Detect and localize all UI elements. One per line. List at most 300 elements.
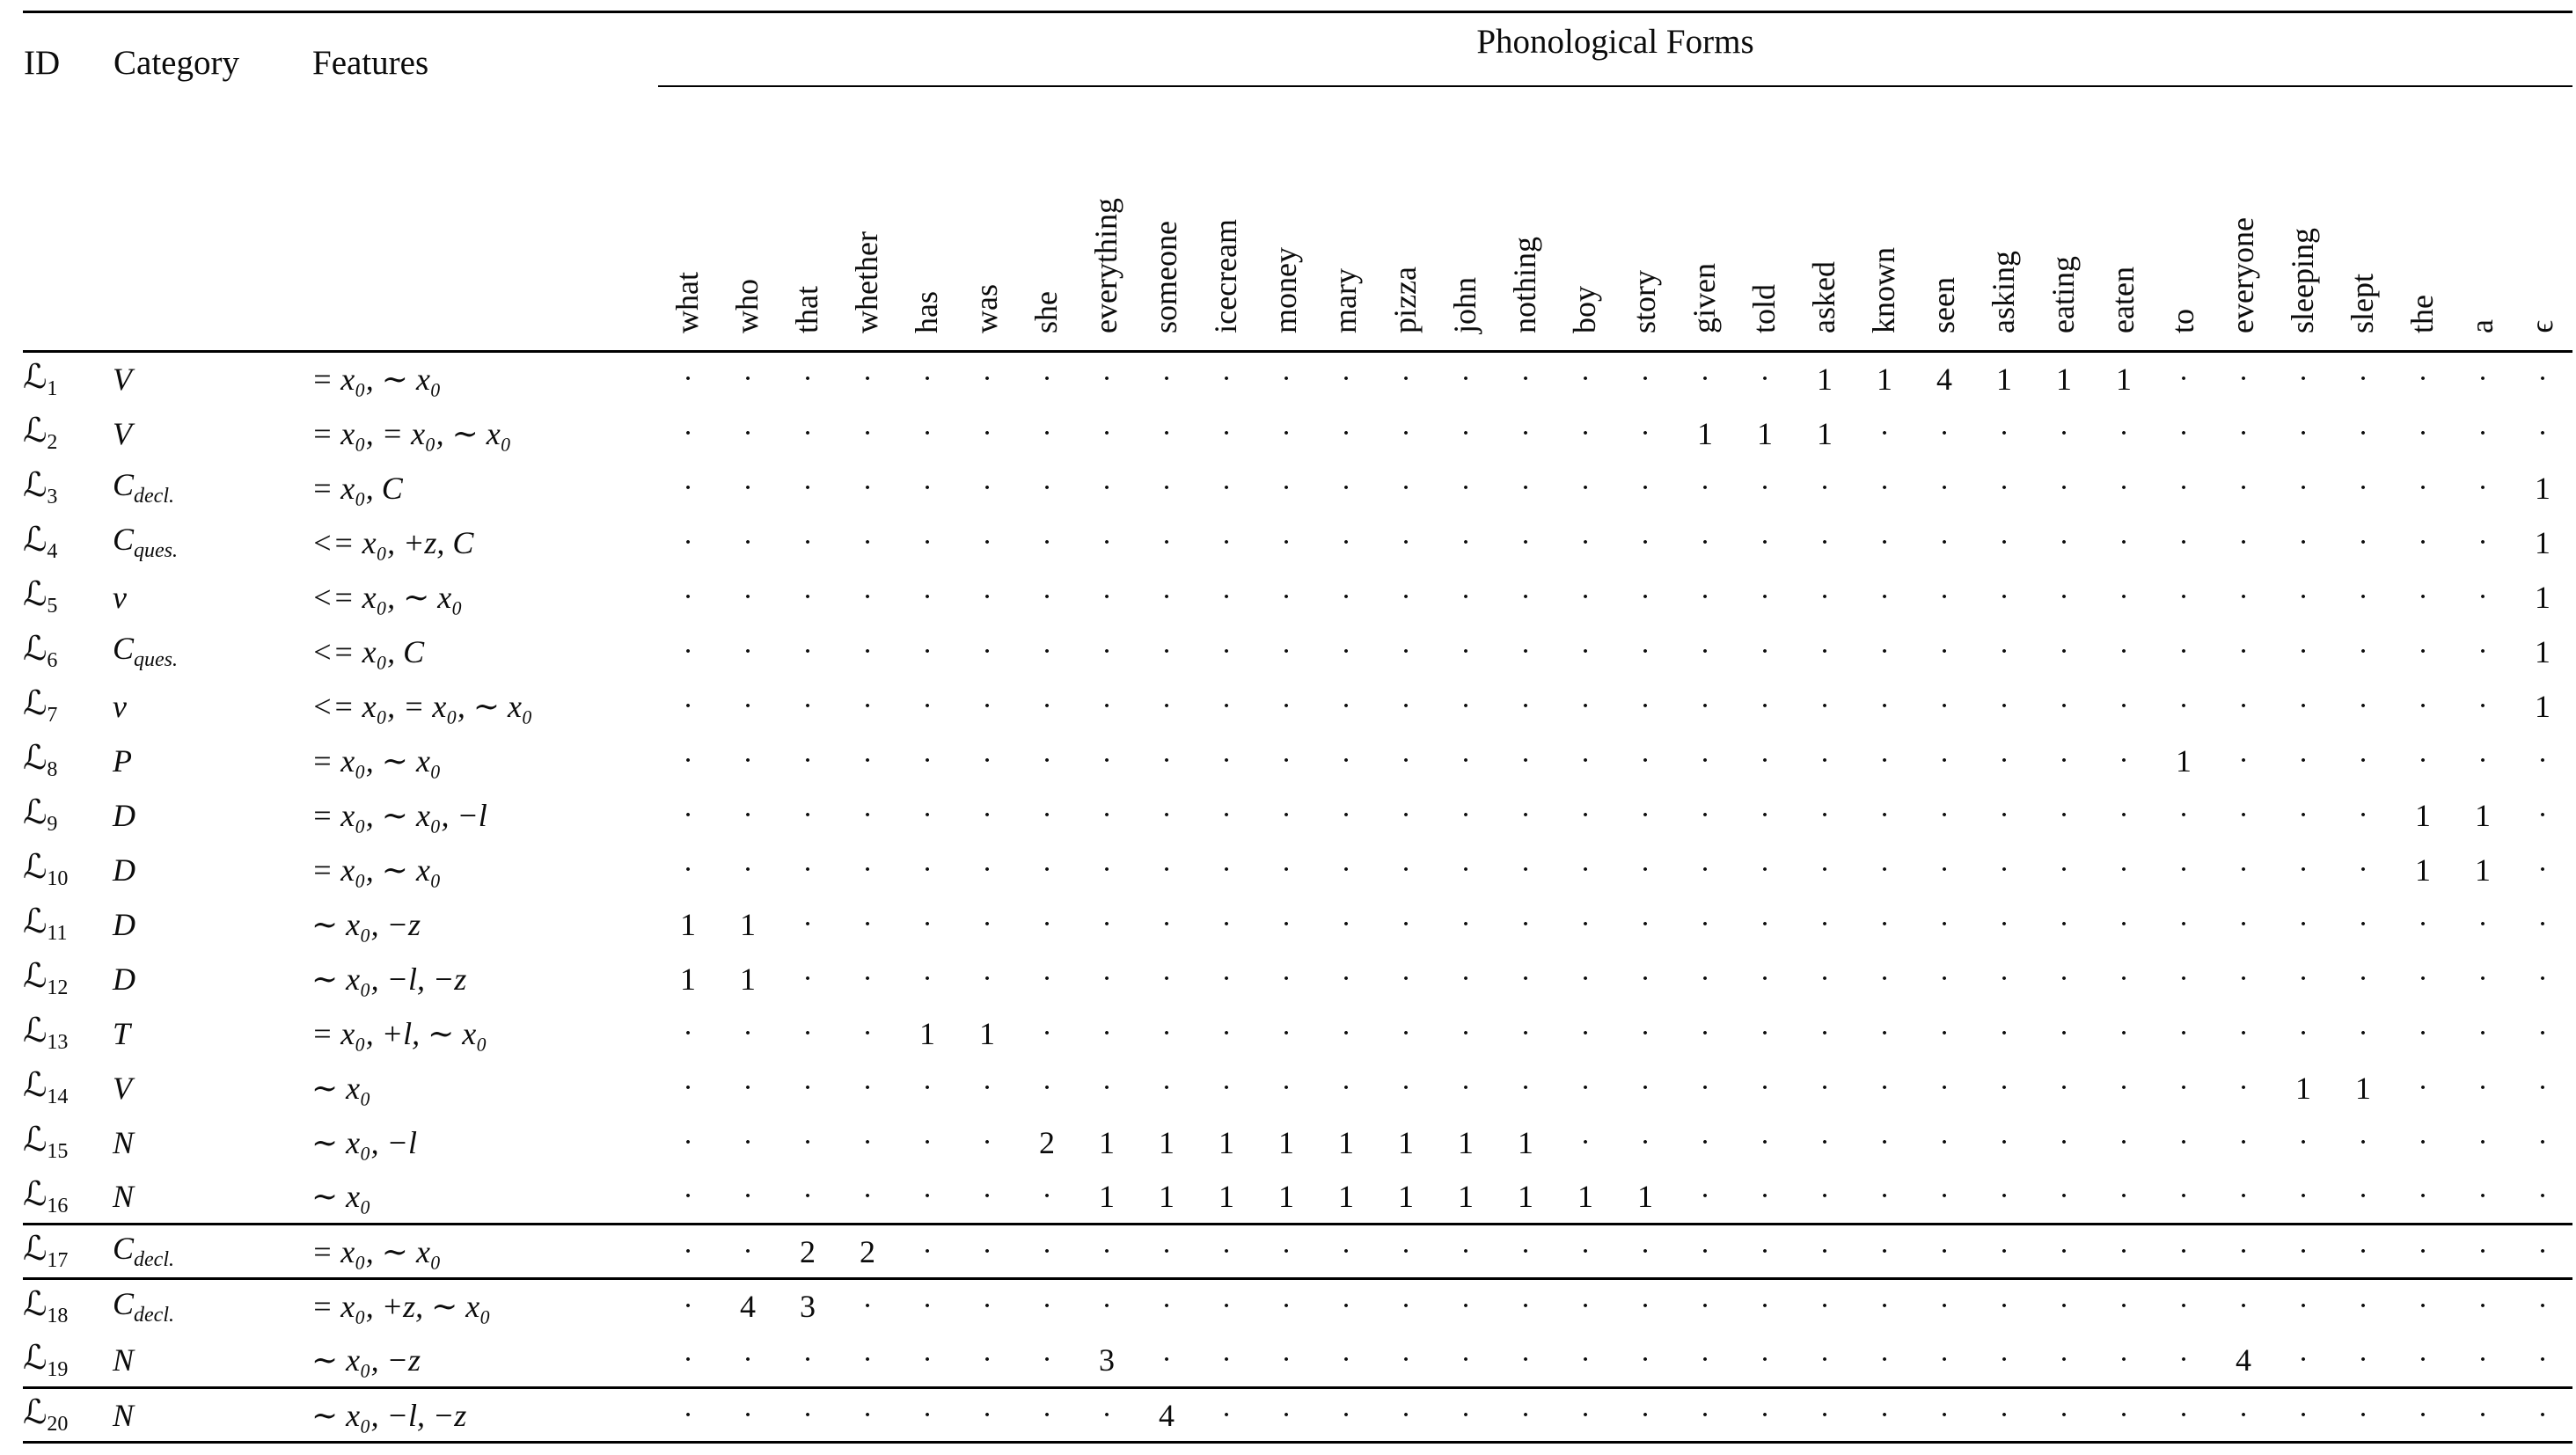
empty-count-cell: · (2513, 1334, 2572, 1388)
empty-count-cell: · (1580, 525, 1591, 559)
empty-count-cell: · (1939, 471, 1950, 504)
empty-count-cell: · (2178, 852, 2189, 886)
word-column-header-told (1735, 86, 1795, 352)
empty-count-cell: · (2453, 1170, 2513, 1225)
empty-count-cell: · (658, 1225, 718, 1279)
empty-count-cell: · (683, 1016, 693, 1049)
empty-count-cell: · (2298, 634, 2309, 668)
empty-count-cell: · (1401, 798, 1411, 831)
empty-count-cell: · (1401, 907, 1411, 940)
empty-count-cell: · (2298, 362, 2309, 396)
count-cell-who: 1 (740, 906, 756, 942)
empty-count-cell: · (1316, 1225, 1376, 1279)
category-subscript: decl. (134, 485, 174, 508)
empty-count-cell: · (1580, 1071, 1591, 1104)
empty-count-cell: · (1700, 634, 1710, 668)
empty-count-cell: · (862, 416, 873, 450)
empty-count-cell: · (1161, 362, 1172, 396)
lexeme-id (23, 1061, 113, 1115)
features-cell: = x₀, ∼ x₀ (311, 362, 442, 398)
empty-count-cell: · (2119, 471, 2129, 504)
empty-count-cell: · (743, 1398, 753, 1431)
word-label: everyone (2225, 217, 2261, 333)
empty-count-cell: · (2418, 1016, 2428, 1049)
empty-count-cell: · (1939, 852, 1950, 886)
empty-count-cell: · (2119, 525, 2129, 559)
count-cell-everything: 1 (1099, 1124, 1115, 1160)
col-header-features: Features (311, 12, 658, 352)
lexical-item-row-13 (23, 1006, 2572, 1061)
category-label: D (113, 961, 135, 997)
empty-count-cell: · (1760, 525, 1770, 559)
features-cell: <= x₀, +z, C (311, 524, 474, 560)
word-label: to (2165, 308, 2201, 333)
empty-count-cell: · (2178, 689, 2189, 722)
empty-count-cell: · (1939, 1290, 1950, 1323)
lexeme-id (23, 1006, 113, 1061)
empty-count-cell: · (2418, 961, 2428, 995)
empty-count-cell: · (2059, 689, 2069, 722)
lexical-item-row-7 (23, 679, 2572, 734)
lexeme-symbol: ℒ (23, 1284, 48, 1324)
empty-count-cell: · (1939, 416, 1950, 450)
empty-count-cell: · (743, 580, 753, 613)
empty-count-cell: · (1700, 1398, 1710, 1431)
empty-count-cell: · (1520, 525, 1531, 559)
empty-count-cell: · (2418, 743, 2428, 777)
category-subscript: decl. (134, 1304, 174, 1327)
empty-count-cell: · (1341, 743, 1351, 777)
lexical-item-row-2 (23, 406, 2572, 461)
empty-count-cell: · (2358, 416, 2368, 450)
empty-count-cell: · (1101, 362, 1112, 396)
lexeme-symbol: ℒ (23, 738, 48, 778)
features-cell: = x₀, ∼ x₀, −l (311, 797, 487, 833)
empty-count-cell: · (1640, 580, 1650, 613)
empty-count-cell: · (2537, 1071, 2548, 1104)
count-cell-pizza: 1 (1376, 1170, 1436, 1225)
empty-count-cell: · (1580, 1398, 1591, 1431)
empty-count-cell: · (1341, 471, 1351, 504)
empty-count-cell: · (1700, 1016, 1710, 1049)
empty-count-cell: · (2178, 362, 2189, 396)
word-column-header-who (718, 86, 778, 352)
empty-count-cell: · (2537, 852, 2548, 886)
empty-count-cell: · (802, 1016, 813, 1049)
empty-count-cell: · (1042, 1071, 1052, 1104)
count-cell-ϵ: 1 (2535, 524, 2550, 560)
count-cell-mary: 1 (1316, 1170, 1376, 1225)
empty-count-cell: · (1221, 416, 1232, 450)
empty-count-cell: · (1460, 525, 1471, 559)
empty-count-cell: · (1580, 743, 1591, 777)
empty-count-cell: · (1939, 907, 1950, 940)
empty-count-cell: · (1939, 1398, 1950, 1431)
empty-count-cell: · (862, 1016, 873, 1049)
empty-count-cell: · (862, 580, 873, 613)
count-cell-asked: 1 (1817, 362, 1833, 398)
lexeme-id (23, 461, 113, 515)
empty-count-cell: · (1700, 689, 1710, 722)
empty-count-cell: · (922, 689, 933, 722)
empty-count-cell: · (2119, 798, 2129, 831)
empty-count-cell: · (1700, 362, 1710, 396)
features-cell: ∼ x₀ (311, 1070, 371, 1106)
word-label: sleeping (2285, 228, 2321, 333)
count-cell-who: 4 (740, 1289, 756, 1325)
col-header-id: ID (23, 12, 113, 352)
empty-count-cell: · (922, 852, 933, 886)
lexeme-index: 7 (47, 704, 58, 728)
empty-count-cell: · (1520, 471, 1531, 504)
empty-count-cell: · (922, 1398, 933, 1431)
empty-count-cell: · (1580, 471, 1591, 504)
empty-count-cell: · (1281, 525, 1292, 559)
empty-count-cell: · (1341, 1398, 1351, 1431)
empty-count-cell: · (2298, 852, 2309, 886)
empty-count-cell: · (2178, 1398, 2189, 1431)
empty-count-cell: · (862, 1398, 873, 1431)
count-cell-that: 2 (778, 1225, 838, 1279)
lexeme-id (23, 406, 113, 461)
empty-count-cell: · (1580, 961, 1591, 995)
lexeme-index: 11 (47, 922, 68, 946)
word-column-header-icecream (1197, 86, 1256, 352)
empty-count-cell: · (1580, 689, 1591, 722)
empty-count-cell: · (2358, 471, 2368, 504)
empty-count-cell: · (2238, 798, 2249, 831)
empty-count-cell: · (922, 743, 933, 777)
lexeme-index: 2 (47, 431, 58, 455)
empty-count-cell: · (1879, 1290, 1890, 1323)
empty-count-cell: · (1879, 1398, 1890, 1431)
lexical-item-row-1 (23, 352, 2572, 406)
lexeme-index: 19 (47, 1357, 69, 1381)
lexeme-symbol: ℒ (23, 465, 48, 505)
empty-count-cell: · (922, 362, 933, 396)
empty-count-cell: · (1401, 634, 1411, 668)
empty-count-cell: · (1221, 525, 1232, 559)
lexeme-symbol: ℒ (23, 1120, 48, 1159)
lexeme-symbol: ℒ (23, 629, 48, 669)
empty-count-cell: · (802, 1398, 813, 1431)
empty-count-cell: · (1496, 1225, 1555, 1279)
empty-count-cell: · (683, 362, 693, 396)
empty-count-cell: · (1401, 525, 1411, 559)
count-cell-nothing: 1 (1496, 1170, 1555, 1225)
word-column-header-ϵ (2513, 86, 2572, 352)
empty-count-cell: · (1999, 1398, 2009, 1431)
empty-count-cell: · (1520, 362, 1531, 396)
empty-count-cell: · (1017, 1334, 1077, 1388)
empty-count-cell: · (2059, 1071, 2069, 1104)
empty-count-cell: · (2477, 580, 2488, 613)
lexeme-symbol: ℒ (23, 902, 48, 941)
empty-count-cell: · (1999, 1125, 2009, 1159)
empty-count-cell: · (2358, 580, 2368, 613)
count-cell-ϵ: 1 (2535, 688, 2550, 724)
category-label: C (113, 1286, 135, 1322)
empty-count-cell: · (1939, 798, 1950, 831)
empty-count-cell: · (1914, 1225, 1974, 1279)
empty-count-cell: · (683, 634, 693, 668)
word-label: known (1866, 247, 1902, 333)
lexicon-table (23, 11, 2572, 1444)
empty-count-cell: · (743, 1016, 753, 1049)
empty-count-cell: · (1760, 852, 1770, 886)
empty-count-cell: · (2059, 743, 2069, 777)
lexeme-symbol: ℒ (23, 357, 48, 397)
lexeme-id (23, 952, 113, 1006)
word-column-header-whether (838, 86, 897, 352)
empty-count-cell: · (1675, 1334, 1735, 1388)
word-column-header-john (1436, 86, 1496, 352)
empty-count-cell: · (1221, 1290, 1232, 1323)
empty-count-cell: · (743, 1071, 753, 1104)
empty-count-cell: · (1460, 961, 1471, 995)
empty-count-cell: · (982, 1071, 992, 1104)
empty-count-cell: · (2119, 580, 2129, 613)
empty-count-cell: · (1999, 798, 2009, 831)
word-label: a (2464, 319, 2500, 333)
word-column-header-to (2154, 86, 2214, 352)
empty-count-cell: · (1520, 1290, 1531, 1323)
empty-count-cell: · (1520, 907, 1531, 940)
empty-count-cell: · (2537, 798, 2548, 831)
lexeme-index: 15 (47, 1140, 69, 1164)
count-cell-money: 1 (1278, 1124, 1294, 1160)
empty-count-cell: · (2059, 907, 2069, 940)
empty-count-cell: · (2418, 689, 2428, 722)
empty-count-cell: · (2358, 1290, 2368, 1323)
lexeme-index: 16 (47, 1194, 69, 1217)
empty-count-cell: · (1341, 798, 1351, 831)
lexical-item-row-5 (23, 570, 2572, 625)
empty-count-cell: · (1401, 1398, 1411, 1431)
empty-count-cell: · (1520, 852, 1531, 886)
empty-count-cell: · (1101, 798, 1112, 831)
empty-count-cell: · (658, 1170, 718, 1225)
empty-count-cell: · (1341, 525, 1351, 559)
word-label: has (909, 291, 945, 333)
empty-count-cell: · (2178, 634, 2189, 668)
empty-count-cell: · (982, 525, 992, 559)
category-cell (113, 952, 311, 1006)
empty-count-cell: · (2119, 634, 2129, 668)
empty-count-cell: · (1042, 907, 1052, 940)
category-cell (113, 679, 311, 734)
empty-count-cell: · (2333, 1170, 2393, 1225)
word-label: asking (1986, 251, 2022, 333)
empty-count-cell: · (922, 580, 933, 613)
empty-count-cell: · (1460, 1016, 1471, 1049)
empty-count-cell: · (802, 580, 813, 613)
empty-count-cell: · (802, 689, 813, 722)
empty-count-cell: · (1520, 1071, 1531, 1104)
empty-count-cell: · (2273, 1225, 2333, 1279)
empty-count-cell: · (2238, 1125, 2249, 1159)
empty-count-cell: · (1640, 1016, 1650, 1049)
empty-count-cell: · (1795, 1170, 1855, 1225)
empty-count-cell: · (2298, 798, 2309, 831)
empty-count-cell: · (1819, 471, 1830, 504)
category-label: D (113, 797, 135, 833)
empty-count-cell: · (1855, 1170, 1914, 1225)
empty-count-cell: · (1939, 1016, 1950, 1049)
empty-count-cell: · (897, 1225, 957, 1279)
empty-count-cell: · (1580, 1290, 1591, 1323)
empty-count-cell: · (1520, 1398, 1531, 1431)
word-label: mary (1328, 268, 1364, 333)
empty-count-cell: · (1281, 471, 1292, 504)
empty-count-cell: · (862, 362, 873, 396)
table-header (23, 12, 2572, 352)
empty-count-cell: · (1017, 1225, 1077, 1279)
count-cell-mary: 1 (1338, 1124, 1354, 1160)
lexical-item-row-11 (23, 897, 2572, 952)
empty-count-cell: · (1819, 1398, 1830, 1431)
empty-count-cell: · (862, 743, 873, 777)
empty-count-cell: · (2059, 852, 2069, 886)
category-cell (113, 461, 311, 515)
empty-count-cell: · (2059, 416, 2069, 450)
count-cell-whether: 2 (838, 1225, 897, 1279)
empty-count-cell: · (743, 1125, 753, 1159)
empty-count-cell: · (1640, 525, 1650, 559)
empty-count-cell: · (1161, 580, 1172, 613)
empty-count-cell: · (1401, 362, 1411, 396)
features-cell: ∼ x₀, −z (311, 906, 421, 942)
category-cell (113, 1279, 311, 1334)
empty-count-cell: · (1042, 362, 1052, 396)
empty-count-cell: · (862, 525, 873, 559)
empty-count-cell: · (2298, 525, 2309, 559)
empty-count-cell: · (2178, 907, 2189, 940)
empty-count-cell: · (1161, 1016, 1172, 1049)
empty-count-cell: · (2477, 1290, 2488, 1323)
empty-count-cell: · (1819, 580, 1830, 613)
features-cell: ∼ x₀, −z (311, 1334, 658, 1388)
word-column-header-mary (1316, 86, 1376, 352)
empty-count-cell: · (2298, 907, 2309, 940)
empty-count-cell: · (982, 907, 992, 940)
empty-count-cell: · (802, 1071, 813, 1104)
word-label: pizza (1387, 267, 1423, 333)
empty-count-cell: · (2119, 1016, 2129, 1049)
empty-count-cell: · (2238, 852, 2249, 886)
lexical-item-row-4 (23, 515, 2572, 570)
empty-count-cell: · (1520, 961, 1531, 995)
empty-count-cell: · (2119, 961, 2129, 995)
empty-count-cell: · (982, 1290, 992, 1323)
empty-count-cell: · (1939, 525, 1950, 559)
empty-count-cell: · (957, 1170, 1017, 1225)
empty-count-cell: · (982, 798, 992, 831)
empty-count-cell: · (982, 634, 992, 668)
empty-count-cell: · (2154, 1170, 2214, 1225)
lexical-item-row-6 (23, 625, 2572, 679)
empty-count-cell: · (1640, 743, 1650, 777)
count-cell-given: 1 (1697, 415, 1713, 451)
empty-count-cell: · (1914, 1170, 1974, 1225)
table-body (23, 352, 2572, 1443)
empty-count-cell: · (922, 1125, 933, 1159)
features-cell: = x₀, +z, ∼ x₀ (311, 1289, 491, 1325)
lexeme-index: 3 (47, 486, 58, 509)
word-column-header-nothing (1496, 86, 1555, 352)
empty-count-cell: · (1341, 689, 1351, 722)
lexeme-symbol: ℒ (23, 1011, 48, 1050)
empty-count-cell: · (1017, 1170, 1077, 1225)
empty-count-cell: · (2298, 961, 2309, 995)
empty-count-cell: · (1879, 852, 1890, 886)
word-column-header-eating (2034, 86, 2094, 352)
empty-count-cell: · (2298, 1290, 2309, 1323)
empty-count-cell: · (1855, 1334, 1914, 1388)
category-label: C (113, 467, 135, 503)
empty-count-cell: · (1460, 362, 1471, 396)
empty-count-cell: · (1042, 580, 1052, 613)
lexeme-symbol: ℒ (23, 520, 48, 559)
empty-count-cell: · (1700, 798, 1710, 831)
word-label: who (729, 279, 765, 333)
empty-count-cell: · (1520, 634, 1531, 668)
empty-count-cell: · (1161, 416, 1172, 450)
empty-count-cell: · (2358, 798, 2368, 831)
empty-count-cell: · (862, 1290, 873, 1323)
empty-count-cell: · (2537, 1290, 2548, 1323)
empty-count-cell: · (1760, 471, 1770, 504)
empty-count-cell: · (1999, 1071, 2009, 1104)
empty-count-cell: · (1161, 471, 1172, 504)
empty-count-cell: · (1042, 1016, 1052, 1049)
empty-count-cell: · (1735, 1225, 1795, 1279)
empty-count-cell: · (1401, 1016, 1411, 1049)
empty-count-cell: · (1460, 1290, 1471, 1323)
empty-count-cell: · (1221, 689, 1232, 722)
empty-count-cell: · (1161, 798, 1172, 831)
empty-count-cell: · (1101, 1016, 1112, 1049)
empty-count-cell: · (922, 1290, 933, 1323)
empty-count-cell: · (1042, 1398, 1052, 1431)
features-cell: <= x₀, = x₀, ∼ x₀ (311, 688, 533, 724)
empty-count-cell: · (802, 634, 813, 668)
empty-count-cell: · (1819, 907, 1830, 940)
count-cell-she: 2 (1039, 1124, 1055, 1160)
empty-count-cell: · (1401, 1071, 1411, 1104)
empty-count-cell: · (2238, 961, 2249, 995)
empty-count-cell: · (683, 798, 693, 831)
empty-count-cell: · (2537, 362, 2548, 396)
category-label: C (113, 631, 135, 667)
lexeme-index: 10 (47, 867, 69, 891)
count-cell-pizza: 1 (1398, 1124, 1414, 1160)
empty-count-cell: · (1256, 1334, 1316, 1388)
empty-count-cell: · (1460, 471, 1471, 504)
count-cell-ϵ: 1 (2535, 470, 2550, 506)
empty-count-cell: · (1042, 525, 1052, 559)
empty-count-cell: · (1161, 961, 1172, 995)
lexeme-index: 20 (47, 1413, 69, 1437)
empty-count-cell: · (2059, 1125, 2069, 1159)
empty-count-cell: · (1281, 362, 1292, 396)
empty-count-cell: · (1999, 852, 2009, 886)
empty-count-cell: · (2477, 525, 2488, 559)
count-cell-asked: 1 (1817, 415, 1833, 451)
empty-count-cell: · (1819, 743, 1830, 777)
empty-count-cell: · (2238, 1398, 2249, 1431)
empty-count-cell: · (1281, 689, 1292, 722)
